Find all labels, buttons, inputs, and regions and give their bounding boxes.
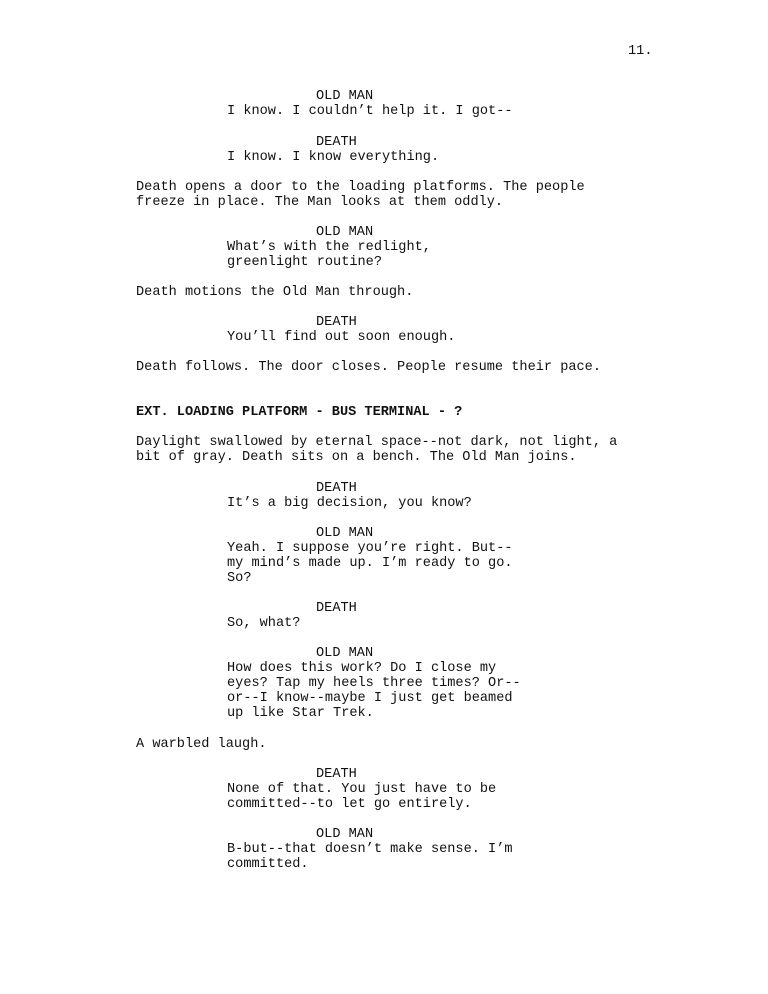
dialogue-line: greenlight routine?	[227, 255, 382, 270]
character-name: OLD MAN	[316, 526, 374, 541]
action-line: bit of gray. Death sits on a bench. The Old Man joins.	[136, 450, 577, 465]
action-line: A warbled laugh.	[136, 737, 267, 752]
character-name: DEATH	[316, 135, 357, 150]
dialogue-line: How does this work? Do I close my	[227, 661, 497, 676]
dialogue-line: Yeah. I suppose you’re right. But--	[227, 541, 513, 556]
scene-heading: EXT. LOADING PLATFORM - BUS TERMINAL - ?	[136, 405, 463, 420]
action-line: Death follows. The door closes. People resume their pace.	[136, 360, 601, 375]
character-name: DEATH	[316, 601, 357, 616]
action-line: Daylight swallowed by eternal space--not dark, not light, a	[136, 435, 618, 450]
dialogue-line: eyes? Tap my heels three times? Or--	[227, 676, 521, 691]
character-name: OLD MAN	[316, 225, 374, 240]
dialogue-line: my mind’s made up. I’m ready to go.	[227, 556, 513, 571]
dialogue-line: So?	[227, 571, 252, 586]
page-number: 11.	[628, 44, 653, 59]
character-name: OLD MAN	[316, 646, 374, 661]
dialogue-line: None of that. You just have to be	[227, 782, 497, 797]
dialogue-line: It’s a big decision, you know?	[227, 496, 472, 511]
dialogue-line: What’s with the redlight,	[227, 240, 431, 255]
character-name: OLD MAN	[316, 89, 374, 104]
dialogue-line: I know. I know everything.	[227, 150, 440, 165]
dialogue-line: committed--to let go entirely.	[227, 797, 472, 812]
action-line: freeze in place. The Man looks at them oddly.	[136, 195, 504, 210]
dialogue-line: committed.	[227, 857, 309, 872]
character-name: DEATH	[316, 315, 357, 330]
dialogue-line: So, what?	[227, 616, 301, 631]
dialogue-line: You’ll find out soon enough.	[227, 330, 456, 345]
dialogue-line: or--I know--maybe I just get beamed	[227, 691, 513, 706]
character-name: DEATH	[316, 481, 357, 496]
character-name: OLD MAN	[316, 827, 374, 842]
dialogue-line: up like Star Trek.	[227, 706, 374, 721]
character-name: DEATH	[316, 767, 357, 782]
action-line: Death opens a door to the loading platforms. The people	[136, 180, 585, 195]
dialogue-line: B-but--that doesn’t make sense. I’m	[227, 842, 513, 857]
action-line: Death motions the Old Man through.	[136, 285, 414, 300]
dialogue-line: I know. I couldn’t help it. I got--	[227, 104, 513, 119]
